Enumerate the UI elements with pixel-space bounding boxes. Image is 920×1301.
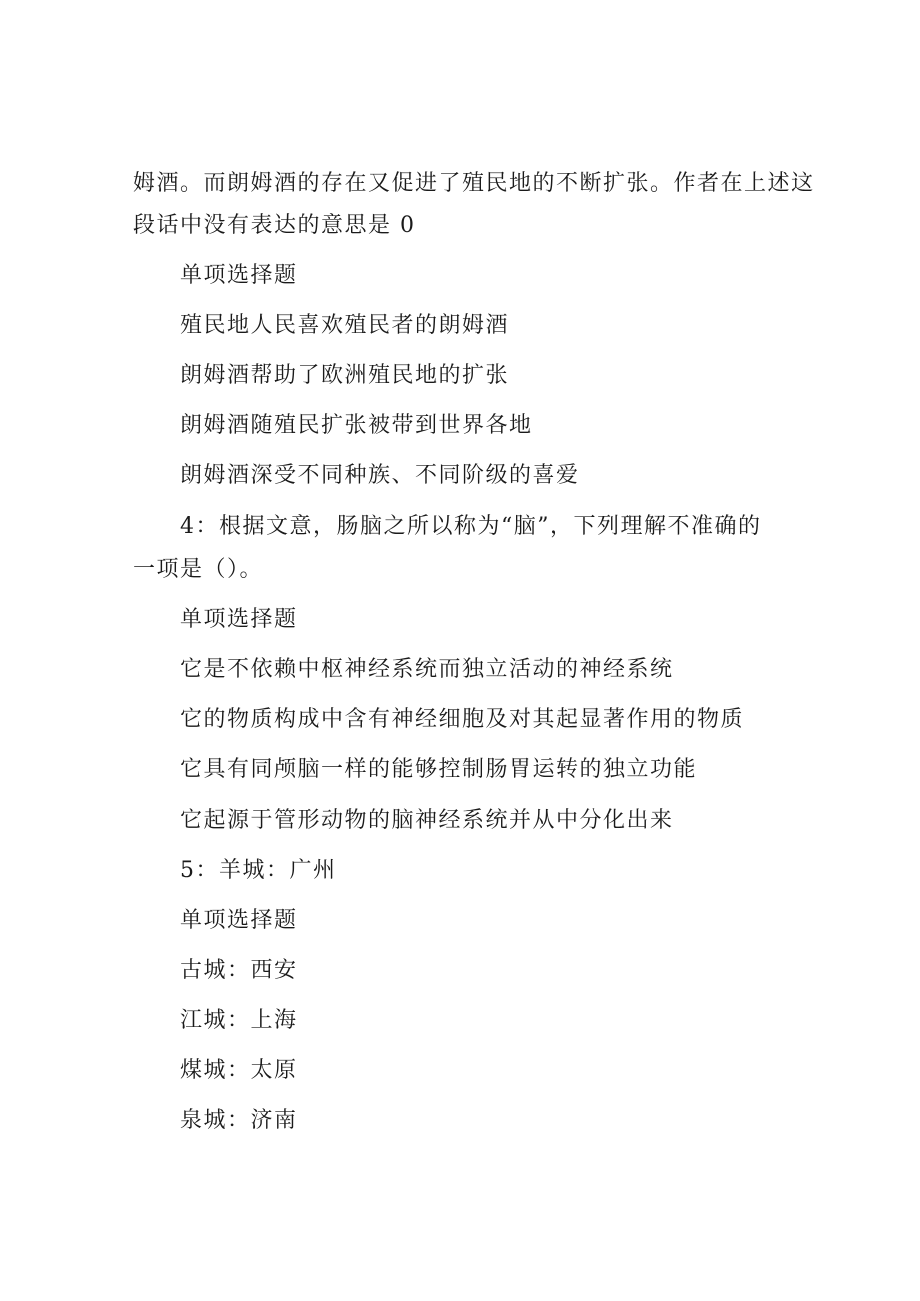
question-type-label: 单项选择题 [180,263,298,288]
question-stem-line-1: 4：根据文意，肠脑之所以称为“脑”，下列理解不准确的 [180,514,762,539]
question-stem-line-2: 一项是（）。 [133,557,264,582]
option-item[interactable]: 朗姆酒深受不同种族、不同阶级的喜爱 [180,463,580,488]
option-item[interactable]: 朗姆酒帮助了欧洲殖民地的扩张 [180,363,510,388]
passage-line-1: 姆酒。而朗姆酒的存在又促进了殖民地的不断扩张。作者在上述这 [133,171,815,196]
passage-line-2: 段话中没有表达的意思是 0 [133,213,416,238]
option-item[interactable]: 江城：上海 [180,1008,298,1033]
option-item[interactable]: 它是不依赖中枢神经系统而独立活动的神经系统 [180,657,674,682]
option-item[interactable]: 它的物质构成中含有神经细胞及对其起显著作用的物质 [180,707,745,732]
option-item[interactable]: 泉城：济南 [180,1108,298,1133]
option-item[interactable]: 殖民地人民喜欢殖民者的朗姆酒 [180,313,510,338]
option-item[interactable]: 它具有同颅脑一样的能够控制肠胃运转的独立功能 [180,757,698,782]
question-type-label: 单项选择题 [180,607,298,632]
question-stem: 5：羊城：广州 [180,858,337,883]
option-item[interactable]: 古城：西安 [180,958,298,983]
question-type-label: 单项选择题 [180,908,298,933]
option-item[interactable]: 它起源于管形动物的脑神经系统并从中分化出来 [180,808,674,833]
option-item[interactable]: 煤城：太原 [180,1058,298,1083]
option-item[interactable]: 朗姆酒随殖民扩张被带到世界各地 [180,413,533,438]
